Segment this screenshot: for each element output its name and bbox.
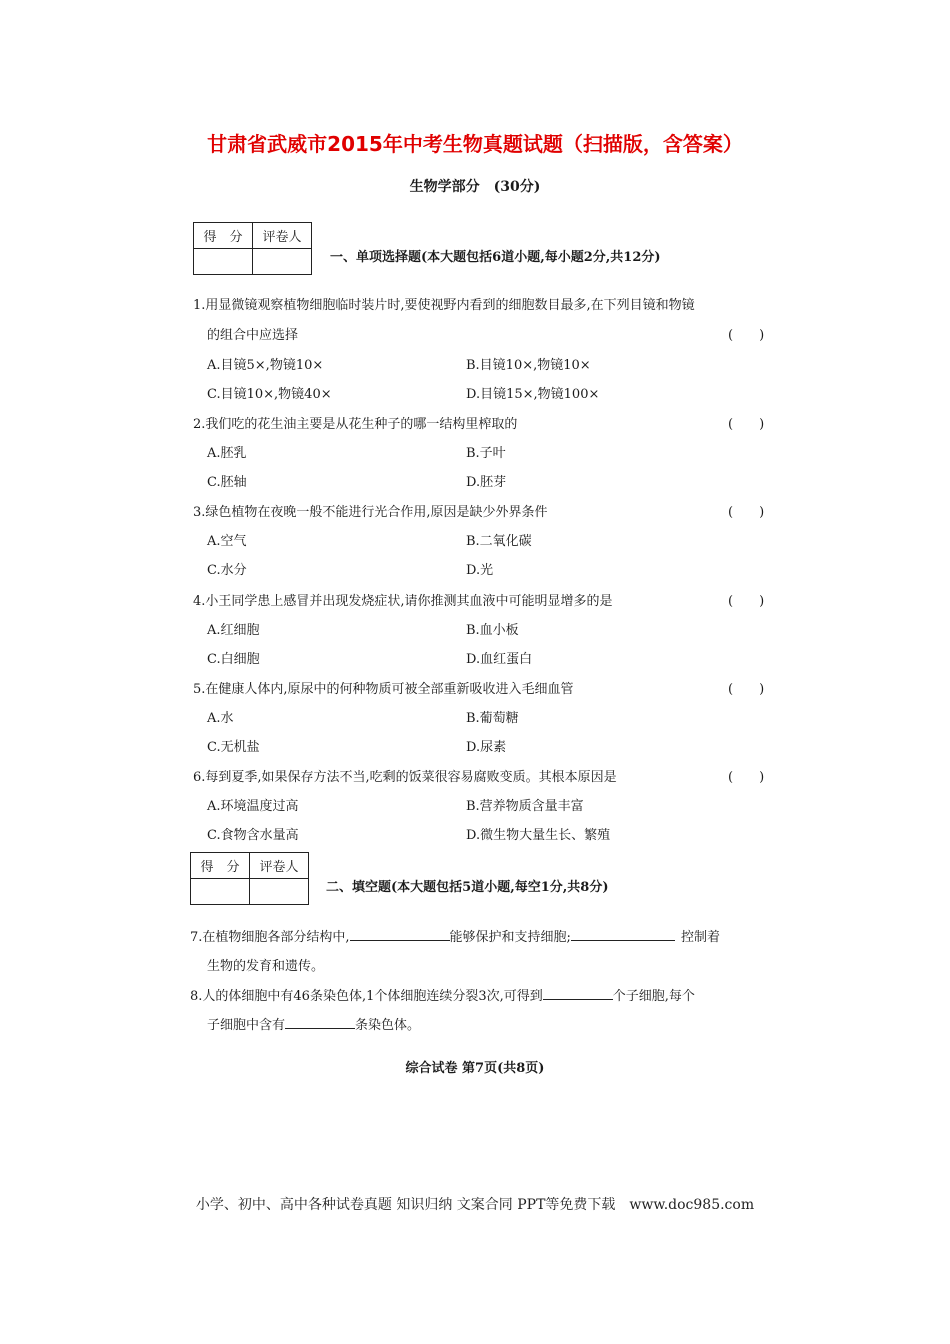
option-b: B.二氧化碳	[466, 534, 532, 549]
option-d: D.尿素	[466, 740, 507, 755]
grader-label: 评卷人	[253, 223, 312, 249]
option-a: A.目镜5×,物镜10×	[207, 358, 324, 373]
section-heading: 生物学部分 (30分)	[409, 179, 541, 195]
question-8-line1	[190, 985, 695, 1004]
grader-cell	[253, 249, 312, 275]
score-label: 得 分	[194, 223, 253, 249]
option-d: D.胚芽	[466, 475, 507, 490]
question-5-stem: 5.在健康人体内,原尿中的何种物质可被全部重新吸收进入毛细血管	[193, 682, 574, 697]
document-title: 甘肃省武威市2015年中考生物真题试题（扫描版，含答案）	[207, 132, 743, 156]
q7-text-2: 能够保护和支持细胞;	[449, 930, 571, 945]
score-cell	[194, 249, 253, 275]
option-b: B.血小板	[466, 623, 519, 638]
question-4-stem: 4.小王同学患上感冒并出现发烧症状,请你推测其血液中可能明显增多的是	[193, 594, 613, 609]
question-7-line2: 生物的发育和遗传。	[207, 959, 325, 974]
answer-paren: ( )	[728, 682, 765, 697]
score-box-part2	[190, 852, 309, 905]
option-c: C.胚轴	[207, 475, 247, 490]
question-1-stem-cont: 的组合中应选择	[207, 328, 299, 343]
answer-paren: ( )	[728, 594, 765, 609]
option-a: A.胚乳	[207, 446, 247, 461]
score-box-part1	[193, 222, 312, 275]
answer-blank[interactable]	[571, 928, 675, 941]
part2-title: 二、填空题(本大题包括5道小题,每空1分,共8分)	[326, 880, 609, 895]
q8-text-3: 子细胞中含有	[207, 1018, 286, 1033]
q8-text-4: 条染色体。	[355, 1018, 421, 1033]
question-1-stem: 1.用显微镜观察植物细胞临时装片时,要使视野内看到的细胞数目最多,在下列目镜和物镜	[193, 298, 695, 313]
option-b: B.目镜10×,物镜10×	[466, 358, 591, 373]
grader-cell	[250, 879, 309, 905]
option-c: C.食物含水量高	[207, 828, 299, 843]
option-d: D.目镜15×,物镜100×	[466, 387, 600, 402]
answer-blank[interactable]	[285, 1016, 355, 1029]
option-c: C.水分	[207, 563, 247, 578]
option-b: B.营养物质含量丰富	[466, 799, 584, 814]
option-c: C.目镜10×,物镜40×	[207, 387, 332, 402]
question-8-line2	[207, 1014, 420, 1033]
option-a: A.空气	[207, 534, 247, 549]
option-b: B.子叶	[466, 446, 506, 461]
option-a: A.水	[207, 711, 234, 726]
q8-text-2: 个子细胞,每个	[612, 989, 695, 1004]
q7-text-1: 7.在植物细胞各部分结构中,	[190, 930, 350, 945]
question-7-line1	[190, 926, 720, 945]
option-a: A.红细胞	[207, 623, 260, 638]
answer-paren: ( )	[728, 328, 765, 343]
q8-text-1: 8.人的体细胞中有46条染色体,1个体细胞连续分裂3次,可得到	[190, 989, 543, 1004]
option-d: D.光	[466, 563, 494, 578]
answer-paren: ( )	[728, 505, 765, 520]
q7-text-3: 控制着	[680, 930, 720, 945]
answer-paren: ( )	[728, 770, 765, 785]
answer-blank[interactable]	[543, 987, 613, 1000]
answer-paren: ( )	[728, 417, 765, 432]
question-6-stem: 6.每到夏季,如果保存方法不当,吃剩的饭菜很容易腐败变质。其根本原因是	[193, 770, 617, 785]
question-3-stem: 3.绿色植物在夜晚一般不能进行光合作用,原因是缺少外界条件	[193, 505, 548, 520]
answer-blank[interactable]	[350, 928, 450, 941]
option-b: B.葡萄糖	[466, 711, 519, 726]
score-cell	[191, 879, 250, 905]
option-a: A.环境温度过高	[207, 799, 299, 814]
option-d: D.血红蛋白	[466, 652, 533, 667]
grader-label: 评卷人	[250, 853, 309, 879]
option-c: C.白细胞	[207, 652, 260, 667]
option-d: D.微生物大量生长、繁殖	[466, 828, 611, 843]
footer-ad[interactable]: 小学、初中、高中各种试卷真题 知识归纳 文案合同 PPT等免费下载 www.doc985.com	[195, 1197, 755, 1213]
option-c: C.无机盐	[207, 740, 260, 755]
question-2-stem: 2.我们吃的花生油主要是从花生种子的哪一结构里榨取的	[193, 417, 518, 432]
page-number: 综合试卷 第7页(共8页)	[405, 1061, 545, 1076]
score-label: 得 分	[191, 853, 250, 879]
part1-title: 一、单项选择题(本大题包括6道小题,每小题2分,共12分)	[330, 250, 661, 265]
